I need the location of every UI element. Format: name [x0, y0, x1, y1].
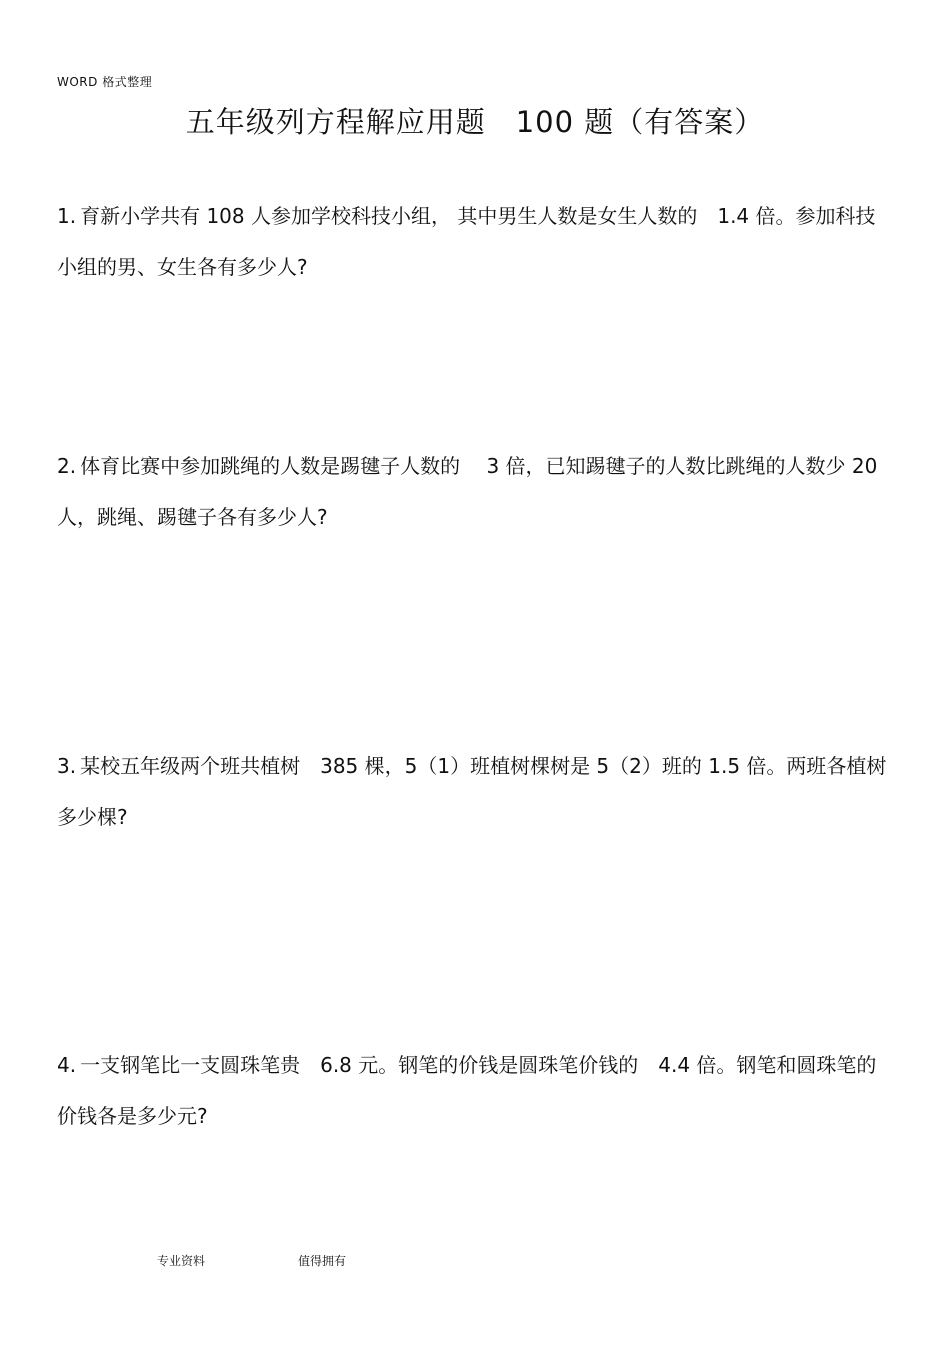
question-text: 体育比赛中参加跳绳的人数是踢毽子人数的 3 倍，已知踢毽子的人数比跳绳的人数少 20 人，跳绳、踢毽子各有多少人? — [57, 454, 878, 529]
question-text: 育新小学共有 108 人参加学校科技小组， 其中男生人数是女生人数的 1.4 倍。参加科技小组的男、女生各有多少人? — [57, 204, 876, 279]
question-text: 一支钢笔比一支圆珠笔贵 6.8 元。钢笔的价钱是圆珠笔价钱的 4.4 倍。钢笔和圆珠笔的价钱各是多少元? — [57, 1053, 877, 1128]
question-number: 1. — [57, 204, 77, 228]
question-number: 4. — [57, 1053, 77, 1077]
document-title: 五年级列方程解应用题 100 题（有答案） — [185, 105, 765, 139]
question-number: 2. — [57, 454, 77, 478]
question-1 — [57, 191, 887, 293]
question-text: 某校五年级两个班共植树 385 棵，5（1）班植树棵树是 5（2）班的 1.5 倍。两班各植树多少棵? — [57, 754, 887, 829]
footer-left-text: 专业资料 — [157, 1254, 206, 1268]
footer-right-text: 值得拥有 — [298, 1254, 347, 1268]
question-4 — [57, 1040, 887, 1142]
question-2 — [57, 441, 887, 543]
header-note: WORD 格式整理 — [57, 75, 153, 89]
question-3 — [57, 741, 887, 843]
question-number: 3. — [57, 754, 77, 778]
